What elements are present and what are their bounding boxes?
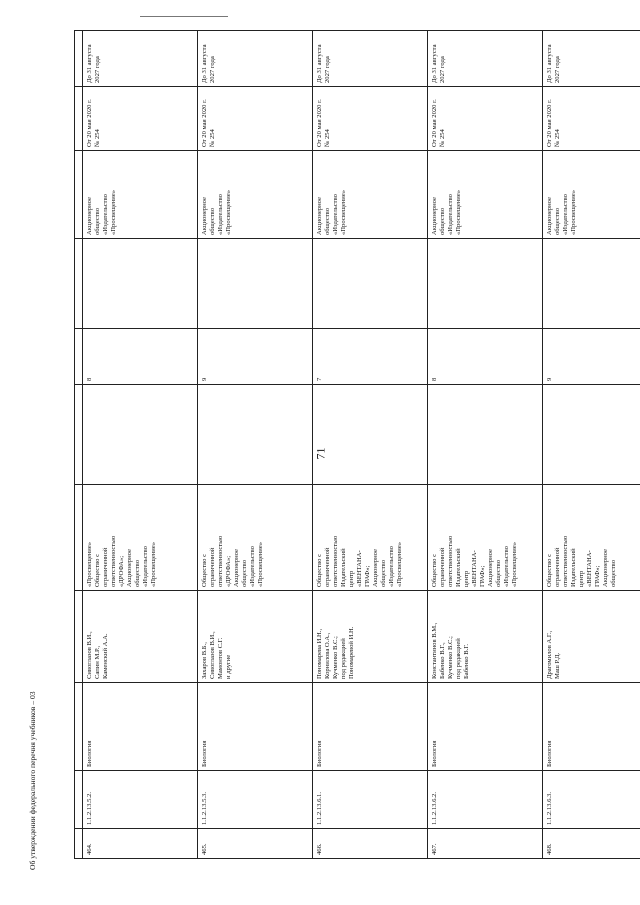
header-cell [75,683,83,771]
cell-code [83,771,198,829]
cell-until [83,31,198,87]
header-cell [75,329,83,385]
cell-code [428,771,543,829]
cell-text: Общество с ограниченной ответственностью Издательский центр «ВЕНТАНА- ГРАФ»; Акционерное общество «Издательство «Просвещение» [431,535,519,587]
cell-order [198,87,313,151]
cell-owner [313,151,428,239]
cell-text: 1.1.2.13.5.2. [86,792,93,825]
page-number-text: 71 [313,447,328,460]
table-row [428,31,543,859]
cell-text: 1.1.2.13.5.3. [201,792,208,825]
cell-until [198,31,313,87]
cell-text: 1.1.2.13.6.2. [431,792,438,825]
page-number [312,446,330,470]
cell-order [313,87,428,151]
cell-text: «Просвещение» Общество с ограниченной ответственностью «ДРОФА»; Акционерное общество «Издательство «Просвещение» [86,535,158,587]
header-cell [75,829,83,859]
cell-text: Общество с ограниченной ответственностью Издательский центр «ВЕНТАНА- ГРАФ»; Акционерное общество [546,535,618,587]
cell-text: Биология [86,740,93,767]
cell-text: Сивоглазов В.И., Сапин М.Р., Каменский А.А. [86,631,110,679]
textbook-list-table [74,30,640,859]
cell-text: Драгомилов А.Г., Маш Р.Д. [546,630,562,679]
cell-subject [428,683,543,771]
cell-subject [313,683,428,771]
cell-empty [543,385,640,485]
cell-publisher [198,485,313,591]
cell-text: Акционерное общество «Издательство «Просвещение» [201,189,233,235]
header-cell [75,591,83,683]
header-cell [75,485,83,591]
cell-publisher [313,485,428,591]
cell-subject [198,683,313,771]
cell-text: 9 [201,377,208,381]
cell-empty [543,239,640,329]
cell-text: Акционерное общество «Издательство «Просвещение» [86,189,118,235]
cell-empty [198,239,313,329]
cell-text: 1.1.2.13.6.3. [546,792,553,825]
cell-code [543,771,640,829]
cell-text: 7 [316,377,323,381]
cell-order [83,87,198,151]
cell-text: 465. [201,843,208,855]
header-cell [75,385,83,485]
cell-text: Биология [201,740,208,767]
table-row [83,31,198,859]
cell-text: Акционерное общество «Издательство «Просвещение» [546,189,578,235]
cell-text: 8 [431,377,438,381]
cell-empty [198,385,313,485]
table-header-strip [75,31,83,859]
top-edge-line [140,16,228,17]
cell-text: От 20 мая 2020 г. № 254 [546,99,562,147]
header-cell [75,31,83,87]
cell-grade [198,329,313,385]
cell-owner [198,151,313,239]
cell-text: Акционерное общество «Издательство «Просвещение» [431,189,463,235]
cell-text: До 31 августа 2027 года [431,44,447,83]
cell-grade [313,329,428,385]
cell-empty [83,239,198,329]
cell-text: Общество с ограниченной ответственностью «ДРОФА»; Акционерное общество «Издательство «Просвещение» [201,535,265,587]
cell-text: От 20 мая 2020 г. № 254 [86,99,102,147]
cell-authors [543,591,640,683]
cell-authors [428,591,543,683]
cell-text: До 31 августа 2027 года [546,44,562,83]
cell-grade [543,329,640,385]
cell-text: От 20 мая 2020 г. № 254 [316,99,332,147]
cell-publisher [543,485,640,591]
cell-text: Захаров В.Б., Сивоглазов В.И., Мамонтов С.Г. и другие [201,631,233,679]
cell-publisher [83,485,198,591]
cell-code [313,771,428,829]
cell-number [428,829,543,859]
cell-subject [83,683,198,771]
cell-text: 8 [86,377,93,381]
cell-authors [313,591,428,683]
cell-text: Биология [546,740,553,767]
cell-text: Акционерное общество «Издательство «Просвещение» [316,189,348,235]
cell-grade [428,329,543,385]
cell-text: 468. [546,843,553,855]
cell-text: До 31 августа 2027 года [86,44,102,83]
cell-text: 464. [86,843,93,855]
header-cell [75,87,83,151]
cell-owner [83,151,198,239]
cell-text: Биология [316,740,323,767]
cell-until [428,31,543,87]
cell-text: До 31 августа 2027 года [201,44,217,83]
cell-code [198,771,313,829]
cell-empty [428,239,543,329]
cell-number [83,829,198,859]
table-row [198,31,313,859]
cell-text: Константинов В.М., Бабенко В.Г., Кучменко В.С.; под редакцией Бабенко В.Г. [431,622,471,679]
cell-text: Пономарева И.Н., Корнилова О.А., Кучменко В.С.; под редакцией Пономаревой И.Н. [316,626,356,679]
cell-order [428,87,543,151]
table-row [543,31,640,859]
cell-empty [83,385,198,485]
cell-number [198,829,313,859]
header-cell [75,771,83,829]
cell-publisher [428,485,543,591]
cell-text: 1.1.2.13.6.1. [316,792,323,825]
cell-subject [543,683,640,771]
cell-text: 466. [316,843,323,855]
cell-empty [313,239,428,329]
cell-authors [83,591,198,683]
cell-text: 9 [546,377,553,381]
cell-text: От 20 мая 2020 г. № 254 [431,99,447,147]
cell-text: От 20 мая 2020 г. № 254 [201,99,217,147]
cell-number [313,829,428,859]
header-cell [75,239,83,329]
header-cell [75,151,83,239]
cell-until [543,31,640,87]
cell-order [543,87,640,151]
footer-caption-text: Об утверждении федерального перечня учебников – 03 [28,691,37,870]
cell-authors [198,591,313,683]
rotated-table-frame [74,31,626,859]
cell-number [543,829,640,859]
cell-text: 467. [431,843,438,855]
cell-text: Биология [431,740,438,767]
table-row [313,31,428,859]
cell-until [313,31,428,87]
cell-grade [83,329,198,385]
cell-empty [428,385,543,485]
cell-owner [543,151,640,239]
cell-owner [428,151,543,239]
cell-text: До 31 августа 2027 года [316,44,332,83]
cell-text: Общество с ограниченной ответственностью Издательский центр «ВЕНТАНА- ГРАФ»; Акционерное общество «Издательство «Просвещение» [316,535,404,587]
